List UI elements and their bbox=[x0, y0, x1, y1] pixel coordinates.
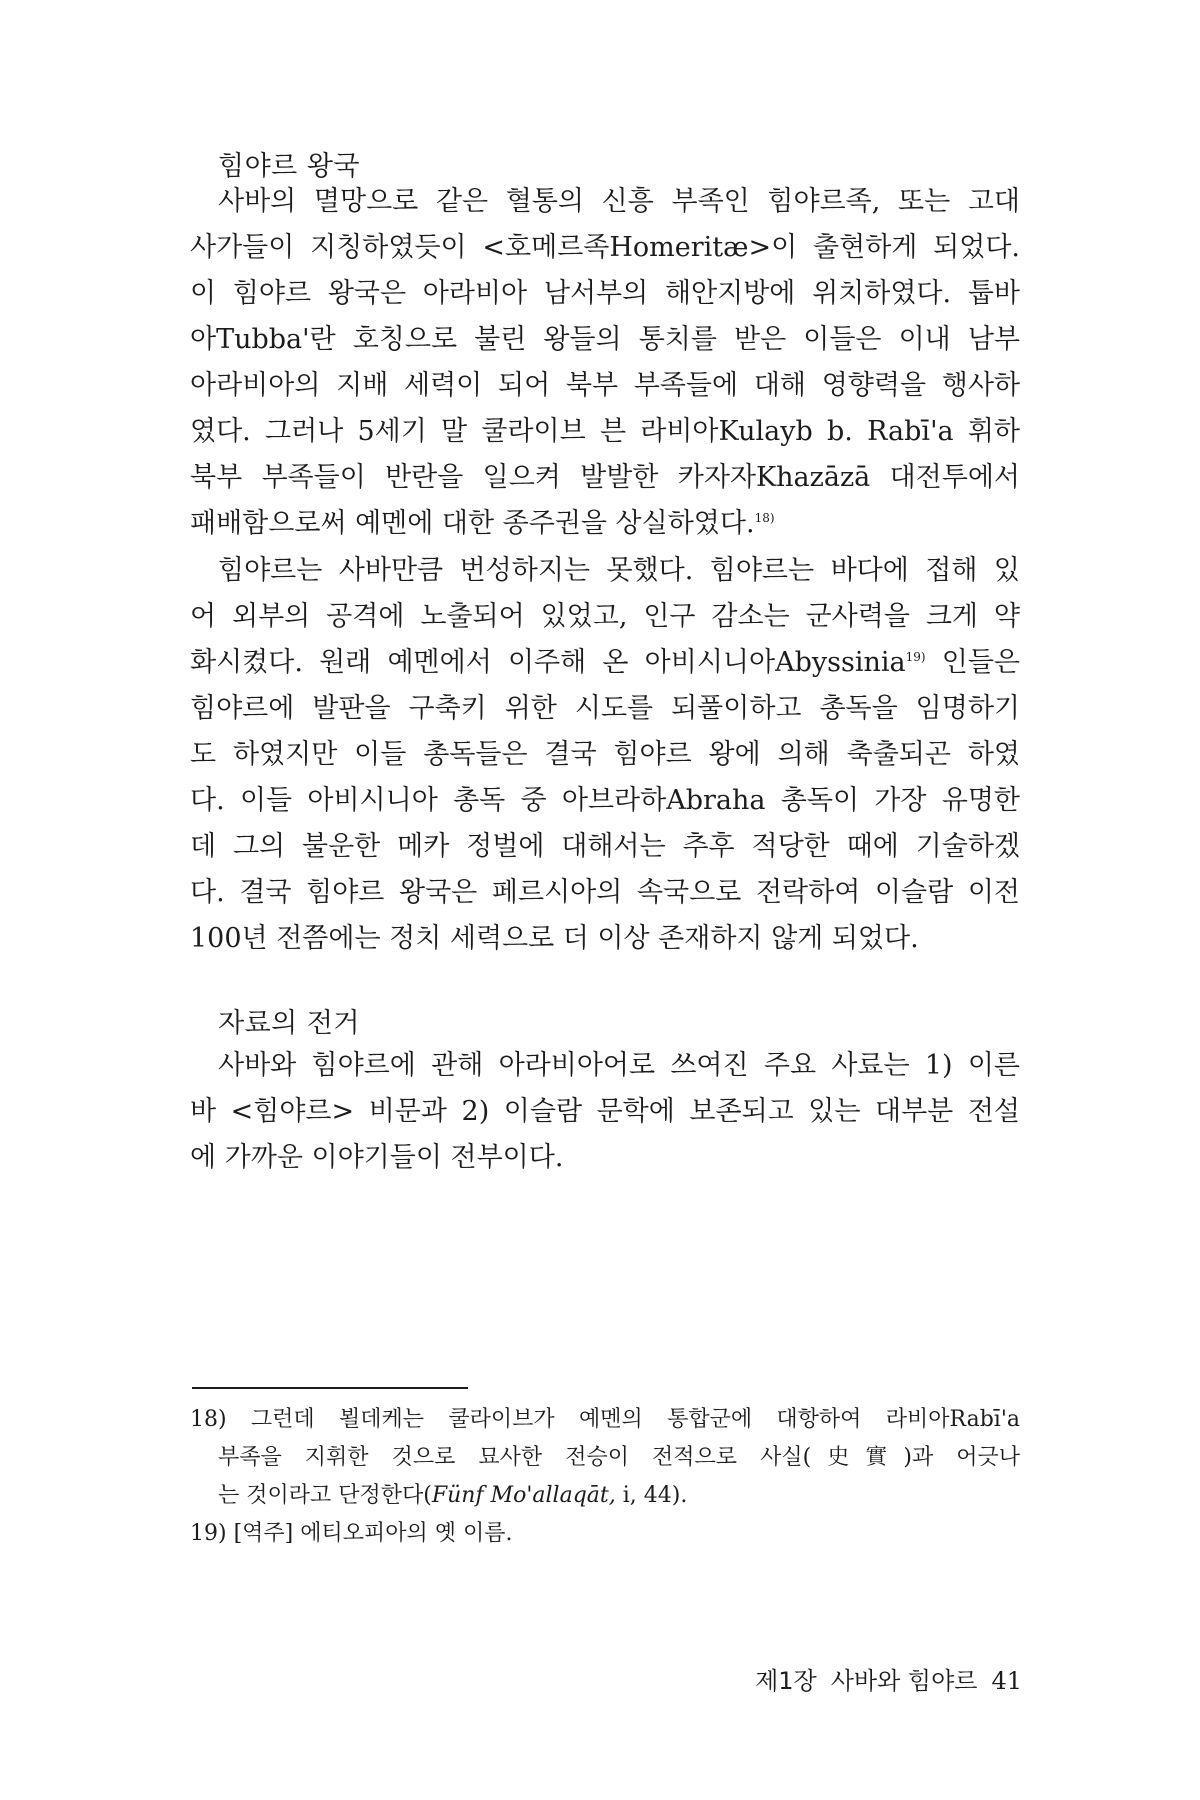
footnote-line: 부족을 지휘한 것으로 묘사한 전승이 전적으로 사실(史實)과 어긋나 bbox=[218, 1445, 1020, 1470]
body-line: 북부 부족들이 반란을 일으켜 발발한 카자자Khazāzā 대전투에서 bbox=[190, 462, 1020, 493]
footnote-marker: 18) bbox=[754, 511, 775, 525]
chapter-label: 제1장 bbox=[755, 1667, 817, 1695]
footnote-text: 는 것이라고 단정한다( bbox=[218, 1483, 432, 1508]
body-line: 100년 전쯤에는 정치 세력으로 더 이상 존재하지 않게 되었다. bbox=[190, 923, 919, 954]
body-line: 도 하였지만 이들 총독들은 결국 힘야르 왕에 의해 축출되곤 하였 bbox=[190, 739, 1020, 770]
body-line: 였다. 그러나 5세기 말 쿨라이브 븐 라비아Kulayb b. Rabī'a 휘하 bbox=[190, 416, 1020, 447]
body-text: 인들은 bbox=[925, 647, 1020, 678]
body-line: 다. 이들 아비시니아 총독 중 아브라하Abraha 총독이 가장 유명한 bbox=[190, 785, 1020, 816]
footnote-line bbox=[218, 1478, 1020, 1514]
body-line: 바 <힘야르> 비문과 2) 이슬람 문학에 보존되고 있는 대부분 전설 bbox=[190, 1096, 1020, 1127]
body-line: 아Tubba'란 호칭으로 불린 왕들의 통치를 받은 이들은 이내 남부 bbox=[190, 324, 1020, 355]
body-line: 사바와 힘야르에 관해 아라비아어로 쓰여진 주요 사료는 1) 이른 bbox=[218, 1050, 1020, 1081]
body-line: 힘야르는 사바만큼 번성하지는 못했다. 힘야르는 바다에 접해 있 bbox=[218, 555, 1020, 586]
body-line: 사바의 멸망으로 같은 혈통의 신흥 부족인 힘야르족, 또는 고대 bbox=[218, 186, 1020, 217]
footnote-line: 19) [역주] 에티오피아의 옛 이름. bbox=[190, 1521, 513, 1546]
footnote-line: 18) 그런데 뵐데케는 쿨라이브가 예멘의 통합군에 대항하여 라비아Rabī'a bbox=[190, 1407, 1020, 1432]
chapter-title: 사바와 힘야르 bbox=[830, 1667, 978, 1695]
body-text: 화시켰다. 원래 예멘에서 이주해 온 아비시니아Abyssinia bbox=[190, 647, 906, 678]
body-line: 힘야르에 발판을 구축키 위한 시도를 되풀이하고 총독을 임명하기 bbox=[190, 693, 1020, 724]
body-line: 데 그의 불운한 메카 정벌에 대해서는 추후 적당한 때에 기술하겠 bbox=[190, 831, 1020, 862]
section-heading-himyar: 힘야르 왕국 bbox=[218, 151, 360, 182]
body-line: 아라비아의 지배 세력이 되어 북부 부족들에 대해 영향력을 행사하 bbox=[190, 370, 1020, 401]
footnote-book-title: Fünf Mo'allaqāt, bbox=[431, 1483, 616, 1508]
body-line bbox=[190, 641, 1020, 685]
body-line: 사가들이 지칭하였듯이 <호메르족Homeritæ>이 출현하게 되었다. bbox=[190, 232, 1020, 263]
running-footer bbox=[741, 1663, 1022, 1699]
section-heading-sources: 자료의 전거 bbox=[218, 1008, 360, 1039]
footnote-divider bbox=[192, 1387, 468, 1389]
footnote-marker: 19) bbox=[905, 650, 926, 664]
body-line: 어 외부의 공격에 노출되어 있었고, 인구 감소는 군사력을 크게 약 bbox=[190, 601, 1020, 632]
footnote-text: i, 44). bbox=[615, 1483, 688, 1508]
body-line bbox=[190, 502, 1020, 546]
page-number: 41 bbox=[991, 1667, 1022, 1695]
body-line: 에 가까운 이야기들이 전부이다. bbox=[190, 1142, 564, 1173]
body-line: 이 힘야르 왕국은 아라비아 남서부의 해안지방에 위치하였다. 툽바 bbox=[190, 278, 1020, 309]
body-text: 패배함으로써 예멘에 대한 종주권을 상실하였다. bbox=[190, 508, 755, 539]
body-line: 다. 결국 힘야르 왕국은 페르시아의 속국으로 전락하여 이슬람 이전 bbox=[190, 877, 1020, 908]
